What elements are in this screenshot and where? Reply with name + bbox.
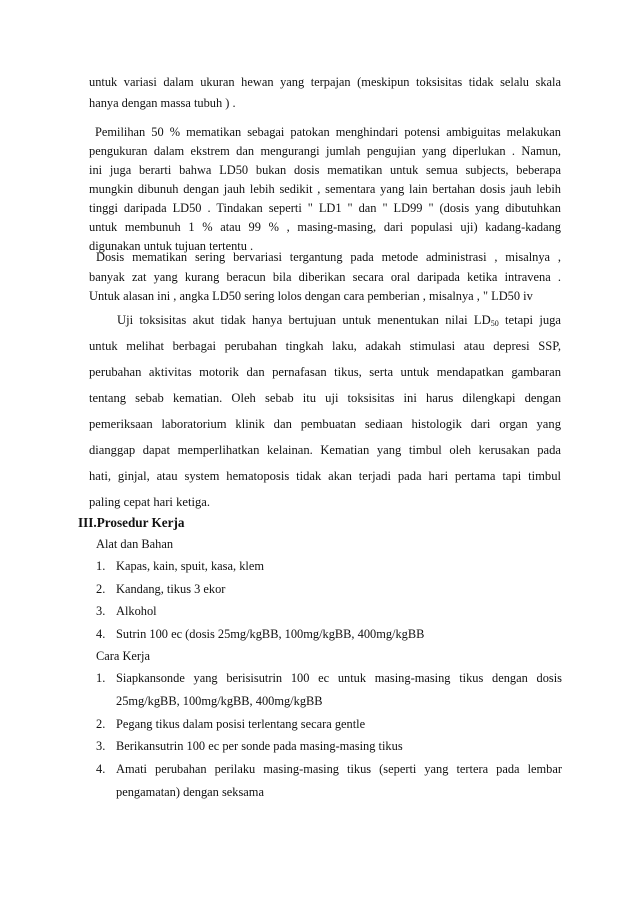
- paragraph-2-line-3: ini juga berarti bahwa LD50 bukan dosis mematikan untuk semua subjects, beberapa: [89, 163, 561, 177]
- paragraph-4-line-4: tentang sebab kematian. Oleh sebab itu uji toksisitas ini harus dilengkapi dengan: [89, 391, 561, 405]
- paragraph-2-line-6: untuk membunuh 1 % atau 99 % , masing-masing, dari populasi uji) kadang-kadang: [89, 220, 561, 234]
- paragraph-4-line-3: perubahan aktivitas motorik dan pernafasan tikus, serta untuk mendapatkan gambaran: [89, 365, 561, 379]
- alat-bahan-title: Alat dan Bahan: [96, 537, 174, 551]
- paragraph-4-line-2: untuk melihat berbagai perubahan tingkah laku, adakah stimulasi atau depresi SSP,: [89, 339, 561, 353]
- paragraph-1-line-1: untuk variasi dalam ukuran hewan yang terpajan (meskipun toksisitas tidak selalu skala: [89, 75, 561, 89]
- paragraph-3-line-1: Dosis mematikan sering bervariasi tergantung pada metode administrasi , misalnya ,: [96, 250, 561, 264]
- document-page: untuk variasi dalam ukuran hewan yang terpajan (meskipun toksisitas tidak selalu skala hanya dengan massa tubuh ) . Pemilihan 50 % mematikan sebagai patokan menghindari potensi ambiguitas melakukan pengukuran dalam ekstrem dan mengurangi jumlah pengujian yang diperlukan . Namun, ini juga berarti bahwa LD50 bukan dosis mematikan untuk semua subjects, beberapa mungkin dibunuh dengan jauh lebih sedikit , sementara yang lain bertahan dosis jauh lebih tinggi daripada LD50 . Tindakan seperti " LD1 " dan " LD99 " (dosis yang dibutuhkan untuk membunuh 1 % atau 99 % , masing-masing, dari populasi uji) kadang-kadang digunakan untuk tujuan tertentu . Dosis mematikan sering bervariasi tergantung pada metode administrasi , misalnya , banyak zat yang kurang beracun bila diberikan secara oral daripada ketika intravena . Untuk alasan ini , angka LD50 sering lolos dengan cara pemberian , misalnya , " LD50 iv Uji toksisitas akut tidak hanya bertujuan untuk menentukan nilai $LD_{50}$ tetapi juga untuk melihat berbagai perubahan tingkah laku, adakah stimulasi atau depresi SSP, perubahan aktivitas motorik dan pernafasan tikus, serta untuk mendapatkan gambaran tentang sebab kematian. Oleh sebab itu uji toksisitas ini harus dilengkapi dengan pemeriksaan laboratorium klinik dan pembuatan sediaan histologik dari organ yang dianggap dapat memperlihatkan kelainan. Kematian yang timbul oleh kerusakan pada hati, ginjal, atau system hematoposis tidak akan terjadi pada hari pertama tapi timbul paling cepat hari ketiga. III.Prosedur Kerja Alat dan Bahan 1. Kapas, kain, spuit, kasa, klem 2. Kandang, tikus 3 ekor 3. Alkohol 4. Sutrin 100 ec (dosis 25mg/kgBB, 100mg/kgBB, 400mg/kgBB Cara Kerja 1. Siapkansonde yang berisisutrin 100 ec untuk masing-masing tikus dengan dosis 25mg/kgBB, 100mg/kgBB, 400mg/kgBB 2. Pegang tikus dalam posisi terlentang secara gentle 3. Berikansutrin 100 ec per sonde pada masing-masing tikus 4. Amati perubahan perilaku masing-masing tikus (seperti yang tertera pada lembar pengamatan) dengan seksama: [78, 75, 562, 799]
- paragraph-4-line-7: hati, ginjal, atau system hematoposis tidak akan terjadi pada hari pertama tapi timbul: [89, 469, 561, 483]
- paragraph-4-line-8: paling cepat hari ketiga.: [89, 495, 210, 509]
- paragraph-2-line-7: digunakan untuk tujuan tertentu .: [89, 239, 254, 253]
- paragraph-4-line-6: dianggap dapat memperlihatkan kelainan. Kematian yang timbul oleh kerusakan pada: [89, 443, 561, 457]
- paragraph-2-line-4: mungkin dibunuh dengan jauh lebih sedikit , sementara yang lain bertahan dosis jauh lebih: [89, 182, 561, 196]
- paragraph-2-line-5: tinggi daripada LD50 . Tindakan seperti " LD1 " dan " LD99 " (dosis yang dibutuhkan: [89, 201, 561, 215]
- paragraph-3-line-3: Untuk alasan ini , angka LD50 sering lolos dengan cara pemberian , misalnya , " LD50 iv: [89, 289, 533, 303]
- paragraph-4-line-5: pemeriksaan laboratorium klinik dan pembuatan sediaan histologik dari organ yang: [89, 417, 561, 431]
- paragraph-3-line-2: banyak zat yang kurang beracun bila diberikan secara oral daripada ketika intravena .: [89, 270, 561, 284]
- paragraph-2-line-1: Pemilihan 50 % mematikan sebagai patokan menghindari potensi ambiguitas melakukan: [95, 125, 561, 139]
- paragraph-4-line-1: Uji toksisitas akut tidak hanya bertujuan untuk menentukan nilai $LD_{50}$ tetapi juga: [117, 313, 562, 328]
- cara-kerja-title: Cara Kerja: [96, 649, 151, 663]
- section-heading: III.Prosedur Kerja: [78, 515, 185, 530]
- paragraph-1-line-2: hanya dengan massa tubuh ) .: [89, 96, 236, 110]
- paragraph-2-line-2: pengukuran dalam ekstrem dan mengurangi jumlah pengujian yang diperlukan . Namun,: [89, 144, 561, 158]
